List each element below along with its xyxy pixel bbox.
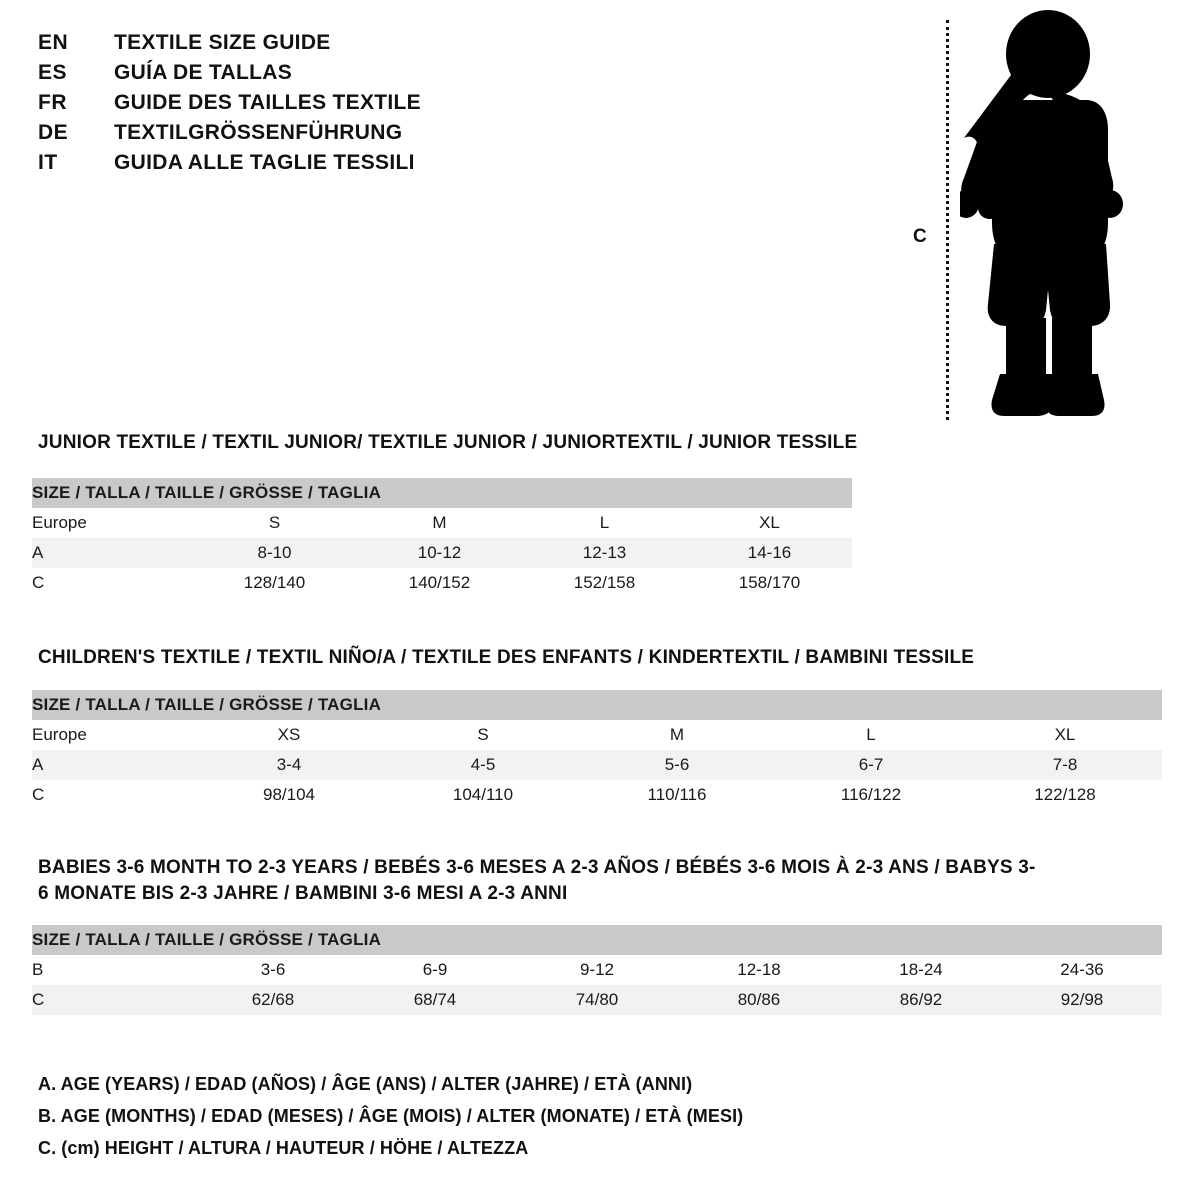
table-row [32, 750, 1162, 780]
table-row [32, 538, 852, 568]
cell-value: 140/152 [357, 568, 522, 598]
language-row-it [38, 148, 598, 178]
cell-value: 4-5 [386, 750, 580, 780]
cell-value: 3-6 [192, 955, 354, 985]
junior-size-table [32, 478, 852, 598]
cell-value: 80/86 [678, 985, 840, 1015]
table-row [32, 720, 1162, 750]
measure-dotted-line [946, 20, 949, 420]
cell-value: 5-6 [580, 750, 774, 780]
cell-value: 152/158 [522, 568, 687, 598]
language-title: GUIDE DES TAILLES TEXTILE [114, 91, 421, 114]
cell-value: 68/74 [354, 985, 516, 1015]
children-size-table [32, 690, 1162, 810]
cell-value: 158/170 [687, 568, 852, 598]
section-title-children: CHILDREN'S TEXTILE / TEXTIL NIÑO/A / TEXTILE DES ENFANTS / KINDERTEXTIL / BAMBINI TESSILE [38, 647, 975, 668]
row-label: C [32, 568, 192, 598]
babies-size-table [32, 925, 1162, 1015]
header-band-label: SIZE / TALLA / TAILLE / GRÖSSE / TAGLIA [32, 925, 1162, 955]
cell-value: 24-36 [1002, 955, 1162, 985]
language-title-list [38, 28, 598, 178]
cell-value: 12-18 [678, 955, 840, 985]
language-code: DE [38, 121, 69, 144]
table-header-band [32, 690, 1162, 720]
table-row [32, 985, 1162, 1015]
cell-value: 62/68 [192, 985, 354, 1015]
cell-value: 98/104 [192, 780, 386, 810]
cell-value: 92/98 [1002, 985, 1162, 1015]
cell-value: 7-8 [968, 750, 1162, 780]
language-title: TEXTILE SIZE GUIDE [114, 31, 331, 54]
language-code: ES [38, 61, 68, 84]
header-band-label: SIZE / TALLA / TAILLE / GRÖSSE / TAGLIA [32, 690, 1162, 720]
language-title: GUÍA DE TALLAS [114, 61, 293, 84]
cell-value: 128/140 [192, 568, 357, 598]
row-label: A [32, 750, 192, 780]
row-label: C [32, 985, 192, 1015]
legend-line-c: C. (cm) HEIGHT / ALTURA / HAUTEUR / HÖHE / ALTEZZA [38, 1138, 529, 1158]
legend-block [38, 1068, 1038, 1164]
row-label: C [32, 780, 192, 810]
height-measure-figure [905, 8, 1135, 428]
child-silhouette-icon [960, 8, 1135, 428]
row-label: A [32, 538, 192, 568]
language-row-es [38, 58, 598, 88]
row-label: Europe [32, 720, 192, 750]
language-row-fr [38, 88, 598, 118]
cell-value: 74/80 [516, 985, 678, 1015]
language-title: GUIDA ALLE TAGLIE TESSILI [114, 151, 415, 174]
language-title: TEXTILGRÖSSENFÜHRUNG [114, 121, 403, 144]
cell-value: 6-7 [774, 750, 968, 780]
cell-value: 116/122 [774, 780, 968, 810]
cell-value: 110/116 [580, 780, 774, 810]
section-title-babies: BABIES 3-6 MONTH TO 2-3 YEARS / BEBÉS 3-6 MESES A 2-3 AÑOS / BÉBÉS 3-6 MOIS À 2-3 ANS / BABYS 3-6 MONATE BIS 2-3 JAHRE / BAMBINI 3-6 MESI A 2-3 ANNI [38, 857, 1036, 904]
measure-label-c: C [913, 226, 927, 247]
section-title-junior: JUNIOR TEXTILE / TEXTIL JUNIOR/ TEXTILE JUNIOR / JUNIORTEXTIL / JUNIOR TESSILE [38, 432, 858, 453]
header-band-label: SIZE / TALLA / TAILLE / GRÖSSE / TAGLIA [32, 478, 852, 508]
cell-value: S [386, 720, 580, 750]
cell-value: L [522, 508, 687, 538]
cell-value: 3-4 [192, 750, 386, 780]
language-row-de [38, 118, 598, 148]
language-code: EN [38, 31, 69, 54]
cell-value: 122/128 [968, 780, 1162, 810]
cell-value: M [357, 508, 522, 538]
table-row [32, 568, 852, 598]
legend-line-b: B. AGE (MONTHS) / EDAD (MESES) / ÂGE (MOIS) / ALTER (MONATE) / ETÀ (MESI) [38, 1106, 744, 1126]
cell-value: XL [687, 508, 852, 538]
cell-value: 86/92 [840, 985, 1002, 1015]
table-row [32, 508, 852, 538]
language-code: IT [38, 151, 58, 174]
cell-value: 12-13 [522, 538, 687, 568]
cell-value: 18-24 [840, 955, 1002, 985]
cell-value: 8-10 [192, 538, 357, 568]
cell-value: 9-12 [516, 955, 678, 985]
legend-line-a: A. AGE (YEARS) / EDAD (AÑOS) / ÂGE (ANS) / ALTER (JAHRE) / ETÀ (ANNI) [38, 1074, 693, 1094]
cell-value: 104/110 [386, 780, 580, 810]
cell-value: M [580, 720, 774, 750]
cell-value: 14-16 [687, 538, 852, 568]
table-header-band [32, 925, 1162, 955]
row-label: Europe [32, 508, 192, 538]
cell-value: XL [968, 720, 1162, 750]
cell-value: S [192, 508, 357, 538]
cell-value: 10-12 [357, 538, 522, 568]
cell-value: L [774, 720, 968, 750]
language-code: FR [38, 91, 67, 114]
cell-value: XS [192, 720, 386, 750]
cell-value: 6-9 [354, 955, 516, 985]
table-row [32, 780, 1162, 810]
table-header-band [32, 478, 852, 508]
table-row [32, 955, 1162, 985]
language-row-en [38, 28, 598, 58]
row-label: B [32, 955, 192, 985]
